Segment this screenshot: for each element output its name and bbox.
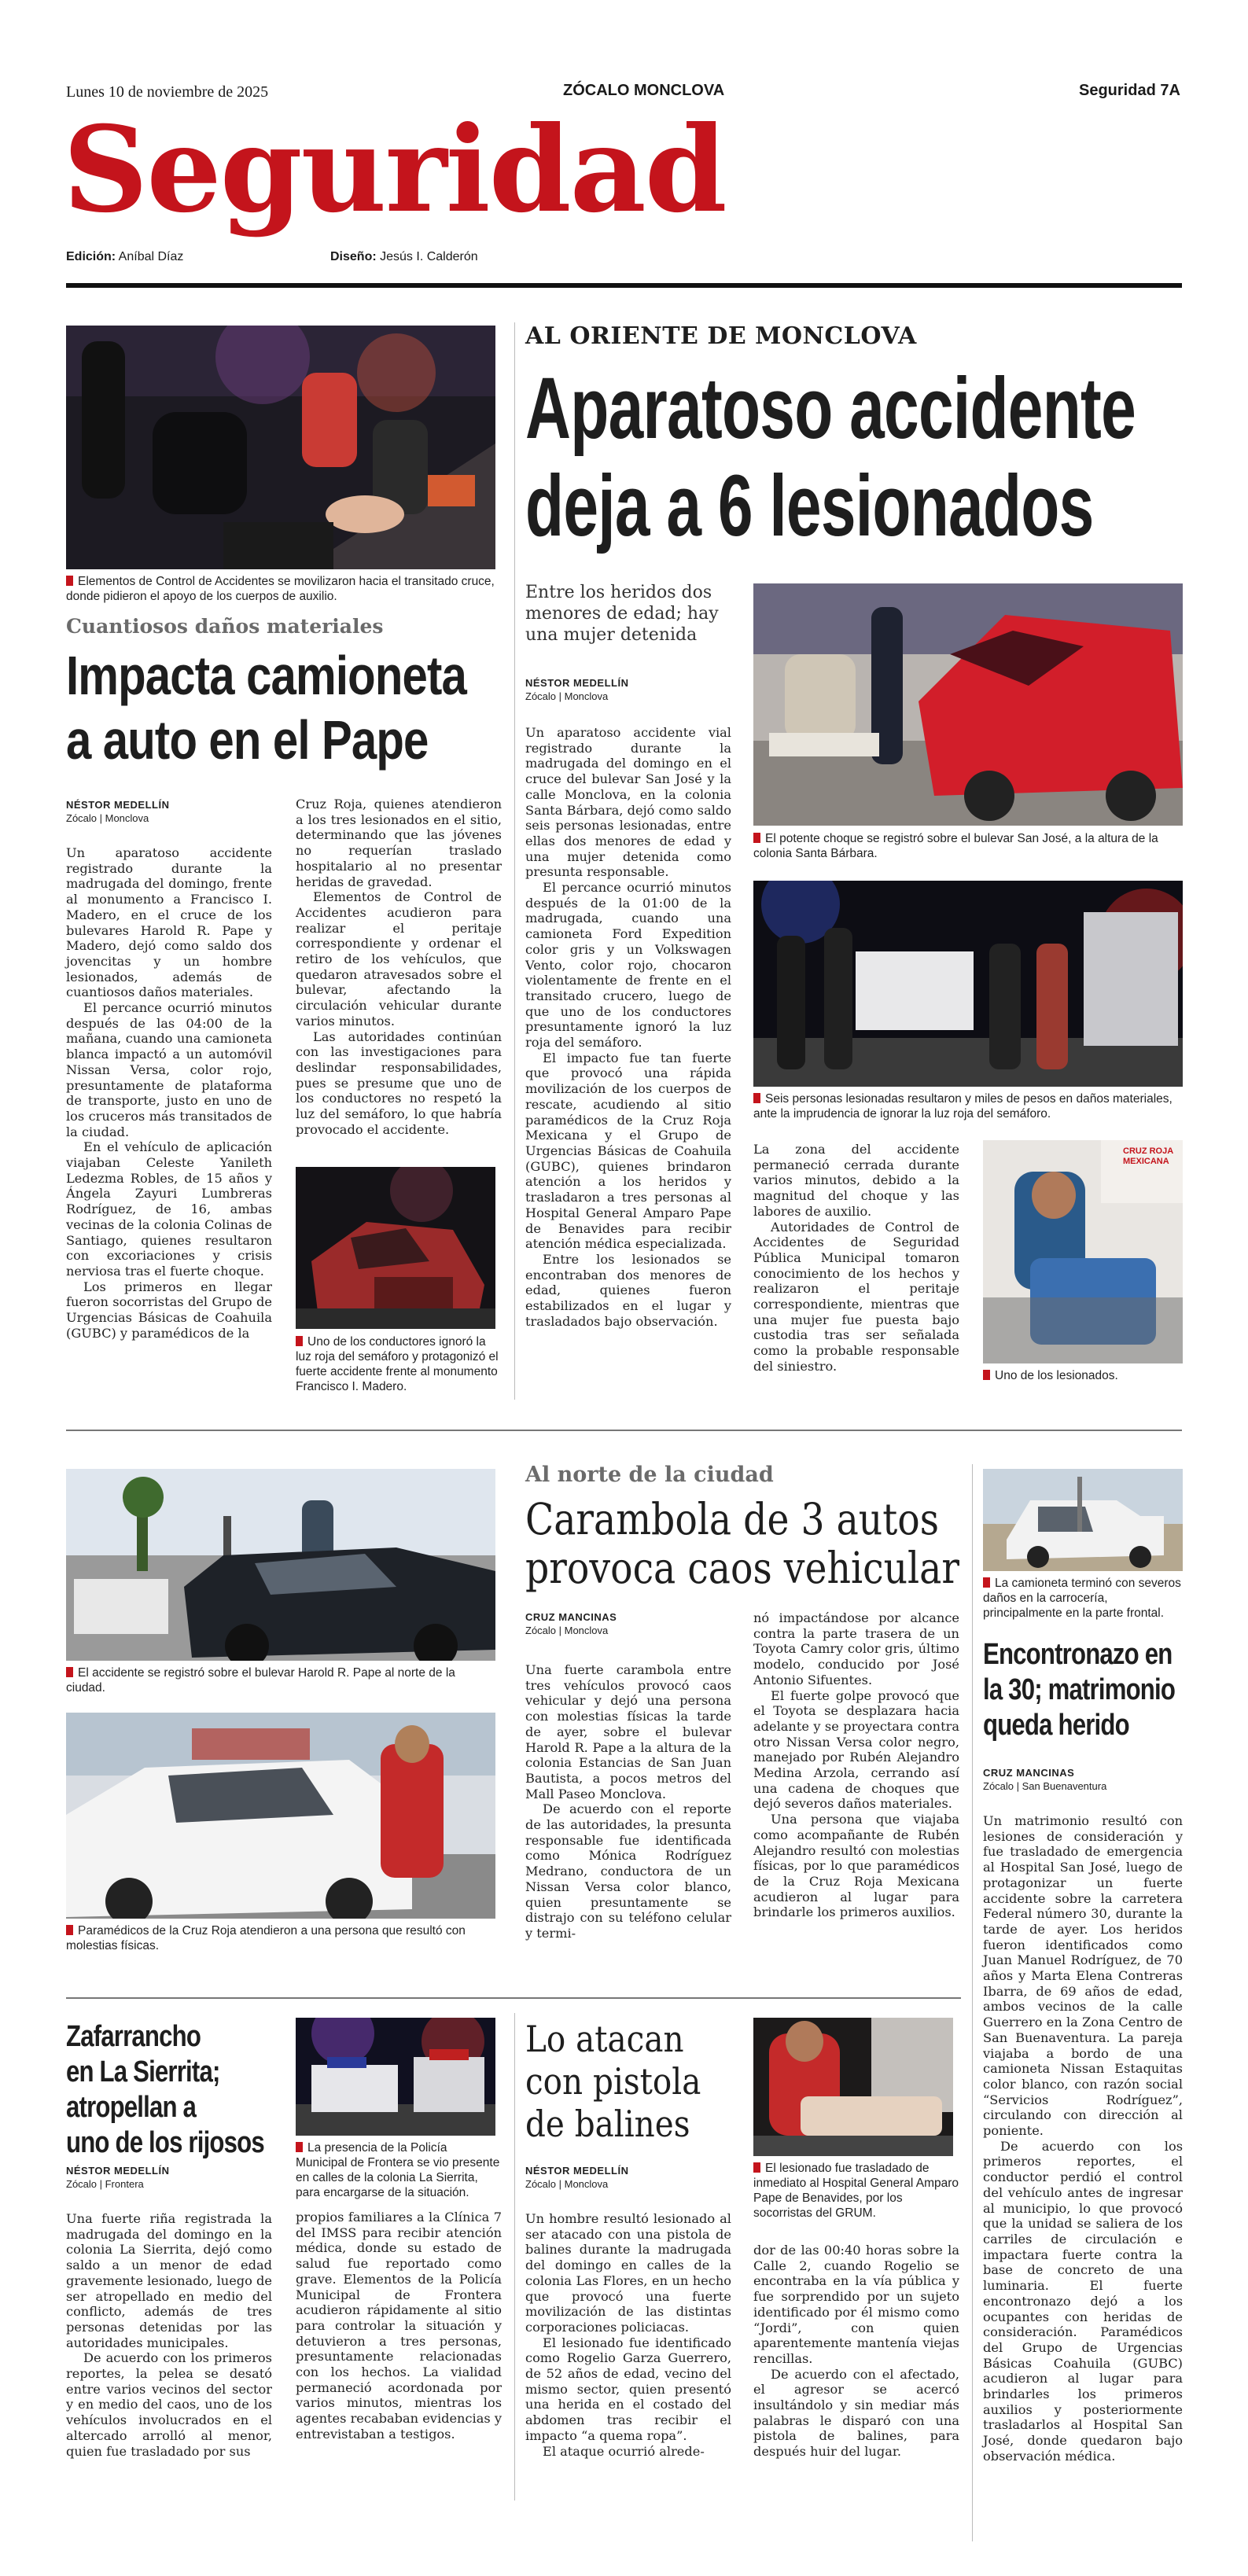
- story1-headline-2: a auto en el Pape: [66, 709, 429, 771]
- story2-headline-2: deja a 6 lesionados: [525, 458, 1094, 554]
- story2-kicker: AL ORIENTE DE MONCLOVA: [525, 322, 917, 350]
- story2-photo1-caption: El potente choque se registró sobre el bulevar San José, a la altura de la colonia Santa Bárbara.: [753, 832, 1158, 860]
- edition-name: Aníbal Díaz: [118, 250, 184, 263]
- story1-author: NÉSTOR MEDELLÍN: [66, 799, 170, 811]
- story2-col1: [525, 725, 731, 1329]
- lower-rule: [66, 1997, 961, 1999]
- story5-col2: [296, 2210, 502, 2442]
- page-number: Seguridad 7A: [1079, 82, 1180, 99]
- story1-byline: [66, 798, 170, 825]
- page-date: Lunes 10 de noviembre de 2025: [66, 83, 269, 101]
- story3-p5: Una persona que viajaba como acompañante de Rubén Alejandro resultó con molestias físicas, por lo que paramédicos de la Cruz Roja Mexicana acudieron al lugar para brindarle los primeros auxilios.: [753, 1812, 959, 1920]
- story4-author: CRUZ MANCINAS: [983, 1767, 1075, 1779]
- story5-headline-3: atropellan a: [66, 2091, 197, 2124]
- story6-photo-caption: El lesionado fue trasladado de inmediato al Hospital General Amparo Pape de Benavides, por los socorristas del GRUM.: [753, 2162, 959, 2220]
- story4-body: [983, 1813, 1183, 2464]
- story6-location: Zócalo | Monclova: [525, 2178, 609, 2190]
- story6-headline: [525, 2018, 725, 2145]
- story2-byline: [525, 676, 629, 703]
- story1-p4: Los primeros en llegar fueron socorristas del Grupo de Urgencias Básicas de Coahuila (GUBC) y paramédicos de la: [66, 1279, 272, 1341]
- story1-p2: El percance ocurrió minutos después de las 04:00 de la mañana, cuando una camioneta blanca impactó a un automóvil Nissan Versa, color rojo, presuntamente de plataforma de transporte, justo en uno de los cruceros más transitados de la ciudad.: [66, 1000, 272, 1139]
- story1-p6: Elementos de Control de Accidentes acudieron para realizar el peritaje correspondiente y ordenar el retiro de los vehículos, que quedaron atravesados sobre el bulevar, afectando la circulación vehicular durante varios minutos.: [296, 889, 502, 1029]
- story2-p1: Un aparatoso accidente vial registrado durante la madrugada del domingo en el cruce del bulevar San José y la calle Monclova, en la colonia Santa Bárbara, dejó como saldo seis personas lesionadas, entre ellas dos menores de edad y una mujer detenida como presunta responsable.: [525, 725, 731, 880]
- design-credit: [330, 250, 478, 264]
- story1-photo-caption: Elementos de Control de Accidentes se movilizaron hacia el transitado cruce, donde pidieron el apoyo de los cuerpos de auxilio.: [66, 575, 495, 603]
- story3-col1: [525, 1662, 731, 1941]
- story4-photo: [983, 1469, 1183, 1571]
- story2-photo-2: [753, 881, 1183, 1087]
- story4-photo-caption: La camioneta terminó con severos daños en la carrocería, principalmente en la parte frontal.: [983, 1577, 1181, 1620]
- story2-p3: El impacto fue tan fuerte que provocó una rápida movilización de los cuerpos de rescate, acudiendo al sitio paramédicos de la Cruz Roja Mexicana y el Grupo de Urgencias Básicas de Coahuila (GUBC), quienes brindaron atención a los heridos y trasladaron a tres personas al Hospital General Amparo Pape de Benavides para recibir atención médica especializada.: [525, 1050, 731, 1252]
- story2-author: NÉSTOR MEDELLÍN: [525, 677, 629, 689]
- story3-p2: De acuerdo con el reporte de las autoridades, la presunta responsable fue identificada como Mónica Rodríguez Medrano, conductora de un Nissan Versa color blanco, quien presuntamente se distrajo con su teléfono celular y termi-: [525, 1801, 731, 1941]
- story1-p5: Cruz Roja, quienes atendieron a los tres lesionados en el sitio, determinando que las jóvenes no requerían traslado hospitalario al no presentar heridas de gravedad.: [296, 797, 502, 889]
- story6-col2: [753, 2243, 959, 2460]
- story2-p6: Autoridades de Control de Accidentes de Seguridad Pública Municipal tomaron conocimiento de los hechos y realizaron el peritaje correspondiente, mientras que una mujer fue puesta bajo custodia tras ser señalada como la probable responsable del siniestro.: [753, 1219, 959, 1374]
- story3-col2: [753, 1610, 959, 1920]
- story5-p2: De acuerdo con los primeros reportes, la pelea se desató entre varios vecinos del sector y en medio del caos, uno de los vehículos involucrados en el altercado arrolló al menor, quien fue trasladado por sus: [66, 2350, 272, 2459]
- story6-photo: [753, 2018, 953, 2156]
- story3-p3: nó impactándose por alcance contra la parte trasera de un Toyota Camry color gris, último modelo, conducido por José Antonio Sifuentes.: [753, 1610, 959, 1687]
- story5-location: Zócalo | Frontera: [66, 2178, 144, 2190]
- story6-headline-2: con pistola: [525, 2060, 701, 2103]
- story4-headline-3: queda herido: [983, 1709, 1129, 1742]
- story5-divider: [514, 2013, 515, 2501]
- story5-p3: propios familiares a la Clínica 7 del IMSS para recibir atención médica, donde su estado de salud fue reportado como grave. Elementos de la Policía Municipal de Frontera acudieron rápidamente al sitio para controlar la situación y detuvieron a tres personas, presuntamente relacionadas con los hechos. La vialidad permaneció acordonada por varios minutos, mientras los agentes recababan evidencias y entrevistaban a testigos.: [296, 2210, 502, 2442]
- story6-p5: De acuerdo con el afectado, el agresor se acercó insultándolo y sin mediar más palabras le disparó con una pistola de balines, para después huir del lugar.: [753, 2366, 959, 2460]
- story2-photo-3: [983, 1140, 1183, 1363]
- cruz-roja-sign: CRUZ ROJA MEXICANA: [1123, 1146, 1173, 1166]
- story5-photo: [296, 2018, 495, 2136]
- story1-col1: [66, 845, 272, 1341]
- story6-author: NÉSTOR MEDELLÍN: [525, 2165, 629, 2177]
- story2-col2: [753, 1142, 959, 1374]
- story4-headline-2: la 30; matrimonio: [983, 1673, 1176, 1706]
- design-label: Diseño:: [330, 250, 377, 263]
- story3-p4: El fuerte golpe provocó que el Toyota se desplazara hacia adelante y se proyectara contra otro Nissan Versa color negro, manejado por Rubén Alejandro Medina Arzola, cerrando así una cadena de choques que dejó severos daños materiales.: [753, 1687, 959, 1812]
- story4-headline-1: Encontronazo en: [983, 1638, 1173, 1671]
- story3-photo-2: [66, 1713, 495, 1919]
- story5-photo-caption: La presencia de la Policía Municipal de Frontera se vio presente en calles de la colonia La Sierrita, para encargarse de la situación.: [296, 2141, 500, 2199]
- story2-location: Zócalo | Monclova: [525, 690, 609, 702]
- paper-name: ZÓCALO MONCLOVA: [563, 82, 725, 99]
- story2-p2: El percance ocurrió minutos después de la 01:00 de la madrugada, cuando una camioneta Ford Expedition color gris y un Volkswagen Vento, color rojo, chocaron violentamente de frente en el transitado crucero, luego de que uno de los conductores presuntamente ignoró la luz roja del semáforo.: [525, 880, 731, 1051]
- story1-small-caption: Uno de los conductores ignoró la luz roja del semáforo y protagonizó el fuerte accidente frente al monumento Francisco I. Madero.: [296, 1335, 499, 1393]
- story6-headline-3: de balines: [525, 2103, 690, 2145]
- right-column-divider: [972, 1464, 973, 2541]
- story1-location: Zócalo | Monclova: [66, 812, 149, 824]
- story3-headline-2: provoca caos vehicular: [525, 1543, 959, 1593]
- story1-p3: En el vehículo de aplicación viajaban Celeste Yanileth Ledezma Robles, de 15 años y Ángela Zayuri Lumbreras Rodríguez, de 16, ambas vecinas de la colonia Colinas de Santiago, quienes resultaron con excoriaciones y crisis nerviosa tras el fuerte choque.: [66, 1139, 272, 1279]
- story1-divider: [514, 322, 515, 1400]
- story2-deck: Entre los heridos dos menores de edad; hay una mujer detenida: [525, 583, 719, 645]
- story1-small-photo: [296, 1167, 495, 1329]
- section-title: Seguridad: [63, 101, 726, 239]
- story3-location: Zócalo | Monclova: [525, 1625, 609, 1636]
- edition-label: Edición:: [66, 250, 116, 263]
- story2-photo3-caption: Uno de los lesionados.: [983, 1368, 1183, 1383]
- story2-p4: Entre los lesionados se encontraban dos menores de edad, quienes fueron estabilizados en el lugar y trasladados bajo observación.: [525, 1251, 731, 1329]
- design-name: Jesús I. Calderón: [380, 250, 478, 263]
- story4-headline: [983, 1637, 1217, 1743]
- story5-headline: [66, 2019, 307, 2161]
- story4-p2: De acuerdo con los primeros reportes, el conductor perdió el control del vehículo antes de ingresar al municipio, lo que provocó que la unidad se saliera de los carriles de circulación e impactara fuerte contra la base de concreto de una luminaria. El fuerte encontronazo dejó a los ocupantes con heridas de consideración. Paramédicos del Grupo de Urgencias Básicas Coahuila (GUBC) acudieron al lugar para brindarles los primeros auxilios y posteriormente trasladarlos al Hospital San José, donde quedaron bajo observación médica.: [983, 2138, 1183, 2464]
- story5-author: NÉSTOR MEDELLÍN: [66, 2165, 170, 2177]
- story5-headline-2: en La Sierrita;: [66, 2055, 220, 2088]
- story6-byline: [525, 2164, 629, 2191]
- story3-byline: [525, 1610, 617, 1637]
- story6-col1: [525, 2211, 731, 2459]
- story4-p1: Un matrimonio resultó con lesiones de consideración y fue trasladado de emergencia al Hospital San José, luego de protagonizar un fuerte accidente sobre la carretera Federal número 30, durante la tarde de ayer. Los heridos fueron identificados como Juan Manuel Rodríguez, de 70 años y Marta Elena Contreras Ibarra, de 69 años de edad, ambos vecinos de la calle Guerrero en la Zona Centro de San Buenaventura. La pareja viajaba a bordo de una camioneta Nissan Estaquitas color blanco, con razón social “Servicios Rodríguez”, circulando con dirección al poniente.: [983, 1813, 1183, 2139]
- story3-photo2-caption: Paramédicos de la Cruz Roja atendieron a una persona que resultó con molestias físicas.: [66, 1924, 466, 1952]
- story6-p1: Un hombre resultó lesionado al ser atacado con una pistola de balines durante la madrugada del domingo en calles de la colonia Las Flores, en un hecho que provocó una fuerte movilización de las distintas corporaciones policiacas.: [525, 2211, 731, 2335]
- story1-p1: Un aparatoso accidente registrado durante la madrugada del domingo, frente al monumento a Francisco I. Madero, en el cruce de los bulevares Harold R. Pape y Madero, dejó como saldo dos jovencitas y un hombre lesionados, además de cuantiosos daños materiales.: [66, 845, 272, 1000]
- story3-photo1-caption: El accidente se registró sobre el bulevar Harold R. Pape al norte de la ciudad.: [66, 1666, 455, 1695]
- mid-rule: [66, 1430, 1182, 1431]
- story2-p5: La zona del accidente permaneció cerrada durante varios minutos, debido a la magnitud del choque y las labores de auxilio.: [753, 1142, 959, 1219]
- story6-headline-1: Lo atacan: [525, 2018, 684, 2060]
- story5-p1: Una fuerte riña registrada la madrugada del domingo en la colonia La Sierrita, dejó como saldo a un menor de edad gravemente lesionado, luego de ser atropellado en medio del conflicto, además de tres personas detenidas por las autoridades municipales.: [66, 2211, 272, 2350]
- story2-photo-1: [753, 583, 1183, 826]
- story2-photo2-caption: Seis personas lesionadas resultaron y miles de pesos en daños materiales, ante la imprudencia de ignorar la luz roja del semáforo.: [753, 1092, 1173, 1121]
- story5-headline-4: uno de los rijosos: [66, 2126, 264, 2159]
- story1-main-photo: [66, 326, 495, 569]
- story1-headline-1: Impacta camioneta: [66, 645, 466, 706]
- story1-p7: Las autoridades continúan con las investigaciones para deslindar responsabilidades, pues se presume que uno de los conductores no respetó la luz del semáforo, lo que habría provocado el accidente.: [296, 1029, 502, 1137]
- story4-byline: [983, 1766, 1106, 1793]
- story3-photo-1: [66, 1469, 495, 1661]
- story1-col2: [296, 797, 502, 1137]
- story2-headline-1: Aparatoso accidente: [525, 360, 1136, 457]
- story3-headline-1: Carambola de 3 autos: [525, 1494, 940, 1544]
- story3-p1: Una fuerte carambola entre tres vehículos provocó caos vehicular y dejó una persona con molestias físicas la tarde de ayer, sobre el bulevar Harold R. Pape a la altura de la colonia Estancias de San Juan Bautista, a pocos metros del Mall Paseo Monclova.: [525, 1662, 731, 1801]
- story6-p3: El ataque ocurrió alrede-: [543, 2443, 705, 2459]
- story5-byline: [66, 2164, 170, 2191]
- story3-author: CRUZ MANCINAS: [525, 1611, 617, 1623]
- story5-col1: [66, 2211, 272, 2459]
- header-rule: [66, 283, 1182, 288]
- story3-kicker: Al norte de la ciudad: [525, 1463, 774, 1487]
- edition-credit: [66, 250, 183, 264]
- story5-headline-1: Zafarrancho: [66, 2020, 201, 2053]
- story6-p4: dor de las 00:40 horas sobre la Calle 2, cuando Rogelio se encontraba en la vía pública y fue sorprendido por un sujeto identificado por él mismo como “Jordi”, con quien aparentemente mantenía viejas rencillas.: [753, 2243, 959, 2366]
- story4-location: Zócalo | San Buenaventura: [983, 1780, 1107, 1792]
- story6-p2: El lesionado fue identificado como Rogelio Garza Guerrero, de 52 años de edad, vecino del mismo sector, quien presentó una herida en el costado del abdomen tras recibir el impacto “a quema ropa”.: [525, 2335, 731, 2443]
- story1-kicker: Cuantiosos daños materiales: [66, 615, 384, 638]
